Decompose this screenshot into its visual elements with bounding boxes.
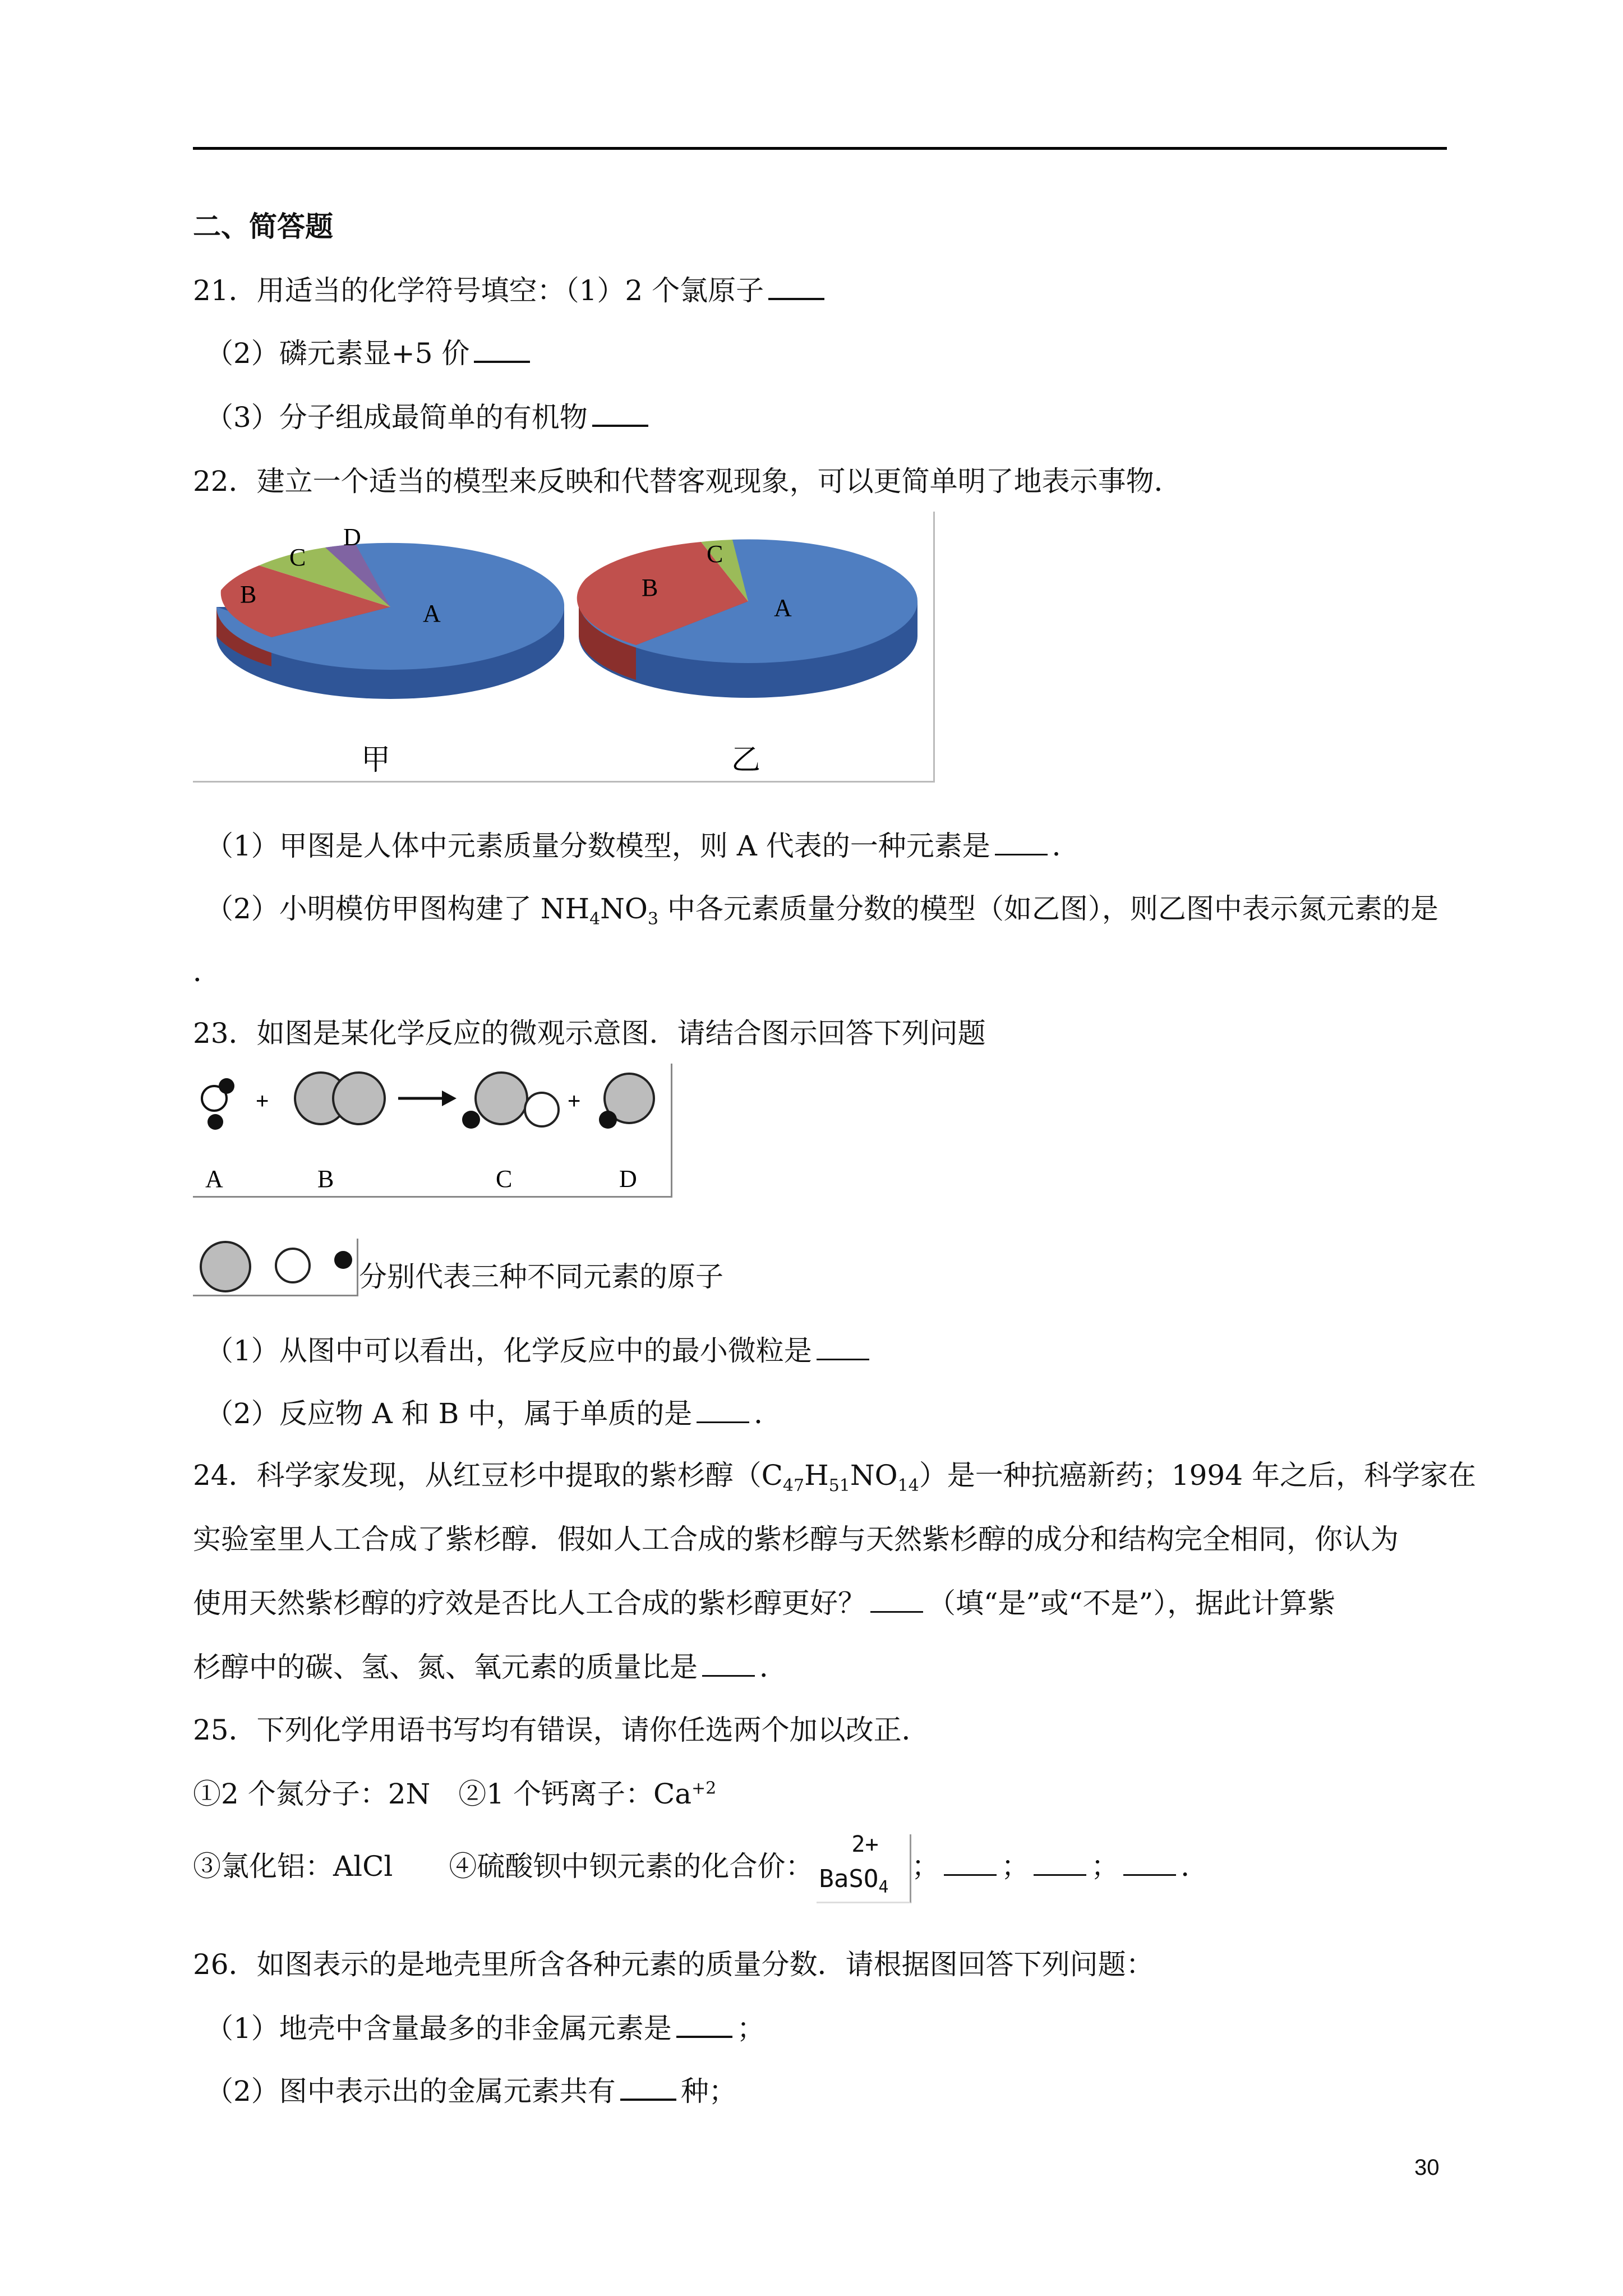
q21-blank-1[interactable] [768,275,824,300]
q24-line3-text-b: （填“是”或“不是”），据此计算紫 [928,1587,1336,1619]
reaction-label-b: B [317,1165,334,1193]
q24-sub-h: 51 [828,1476,850,1496]
q24-blank-2[interactable] [702,1653,755,1677]
q26-part1-end: ； [736,2012,765,2045]
q24-text-a: 24．科学家发现，从红豆杉中提取的紫杉醇（C [193,1459,783,1492]
q25-end: ． [1181,1850,1209,1883]
q23-blank-1[interactable] [817,1336,869,1360]
baso4-charge: 2+ [851,1831,879,1857]
reaction-label-c: C [496,1165,513,1193]
q24-line4-text: 杉醇中的碳、氢、氮、氧元素的质量比是 [193,1651,698,1683]
q22-part2-text-a: （2）小明模仿甲图构建了 NH [205,892,590,925]
legend-white-atom [276,1249,310,1282]
q24-line3 [193,1585,1335,1621]
q24-line2: 实验室里人工合成了紫杉醇．假如人工合成的紫杉醇与天然紫杉醇的成分和结构完全相同，你认为 [193,1523,1399,1556]
pie-jia-caption: 甲 [361,743,391,777]
q21-part3 [205,399,653,435]
baso4-sub: 4 [878,1877,889,1897]
q26-part2 [205,2073,737,2109]
q25-sep-2: ； [1001,1850,1030,1883]
q24-line4-end: ． [759,1651,787,1683]
q22-sub-3: 3 [647,909,658,929]
q25-blank-1[interactable] [944,1852,997,1876]
q25-ca-charge: +2 [691,1778,717,1798]
q22-part1-end: ． [1052,830,1080,862]
q26-part2-text: （2）图中表示出的金属元素共有 [205,2075,616,2108]
q26-part2-end: 种； [680,2075,737,2108]
pie-jia-label-b: B [240,581,257,608]
q21-blank-2[interactable] [474,338,530,363]
q22-part2-text-b: NO [600,892,648,925]
baso4-formula-text: BaSO [819,1864,879,1893]
plus-sign-1: + [256,1089,269,1114]
molecule-d-black-atom [599,1111,617,1129]
q22-part2-text-c: 中各元素质量分数的模型（如乙图），则乙图中表示氮元素的是 [658,892,1438,925]
q23-legend-atoms [193,1239,358,1296]
q24-sub-o: 14 [897,1476,919,1496]
pie-yi [577,539,917,777]
reaction-label-d: D [619,1165,637,1193]
pie-yi-label-a: A [774,594,792,622]
q24-line1 [193,1457,1476,1496]
pie-jia [216,523,564,777]
q23-part2-end: ． [754,1397,782,1430]
q21-part2-text: （2）磷元素显+5 价 [205,337,470,370]
q25-line2 [193,1830,1209,1903]
q25-sep-3: ； [1091,1850,1119,1883]
q25-stem: 25．下列化学用语书写均有错误，请你任选两个加以改正． [193,1714,930,1746]
q23-legend-text: 分别代表三种不同元素的原子 [359,1260,723,1293]
q25-blank-2[interactable] [1034,1852,1086,1876]
q24-blank-1[interactable] [870,1589,923,1613]
q22-sub-4: 4 [589,909,601,929]
molecule-b-gray-atom-2 [333,1073,385,1124]
q22-blank-1[interactable] [995,831,1048,855]
reaction-arrow-head [442,1091,457,1106]
pie-jia-label-d: D [343,523,361,551]
molecule-c-gray-atom [476,1073,527,1124]
q25-line1-text: ①2 个氮分子：2N ②1 个钙离子：Ca [193,1778,692,1810]
q23-part2 [205,1396,782,1432]
q21-stem-text: 21．用适当的化学符号填空：（1）2 个氯原子 [193,274,764,307]
page-number: 30 [1414,2155,1440,2180]
q21-part2 [205,335,534,371]
reaction-svg [193,1064,671,1196]
q26-blank-1[interactable] [676,2013,732,2038]
q22-part2-end: ． [193,955,221,988]
q24-line4 [193,1649,787,1685]
q23-blank-2[interactable] [697,1399,749,1423]
legend-black-atom [334,1251,352,1269]
q26-part1-text: （1）地壳中含量最多的非金属元素是 [205,2012,672,2045]
q25-blank-3[interactable] [1123,1852,1176,1876]
q23-reaction-figure [193,1064,672,1198]
q23-part1 [205,1333,874,1369]
q26-stem: 26．如图表示的是地壳里所含各种元素的质量分数．请根据图回答下列问题： [193,1948,1154,1981]
pie-jia-label-a: A [423,600,441,627]
q25-line2-text: ③氯化铝：AlCl ④硫酸钡中钡元素的化合价： [193,1850,814,1883]
q22-stem: 22．建立一个适当的模型来反映和代替客观现象，可以更简单明了地表示事物． [193,465,1182,498]
q24-text-b: ）是一种抗癌新药；1994 年之后，科学家在 [919,1459,1476,1492]
pie-yi-caption: 乙 [731,743,761,777]
pie-jia-label-c: C [289,544,306,571]
pie-yi-label-b: B [642,574,658,601]
q23-part2-text: （2）反应物 A 和 B 中，属于单质的是 [205,1397,693,1430]
q26-blank-2[interactable] [620,2076,676,2101]
plus-sign-2: + [568,1089,581,1114]
q22-part1 [205,828,1080,864]
legend-gray-atom [201,1242,250,1291]
pie-yi-label-c: C [707,540,723,568]
q21-part3-text: （3）分子组成最简单的有机物 [205,401,588,434]
q24-sub-c: 47 [782,1476,805,1496]
molecule-a-black-atom-2 [208,1114,223,1130]
q22-pie-figure [193,512,935,783]
q22-part2 [205,891,1438,927]
q26-part1 [205,2010,765,2046]
baso4-image [817,1831,911,1903]
pie-charts-svg [193,512,933,781]
q23-stem: 23．如图是某化学反应的微观示意图．请结合图示回答下列问题 [193,1017,986,1050]
legend-svg [193,1239,357,1295]
reaction-label-a: A [205,1165,223,1193]
q23-part1-text: （1）从图中可以看出，化学反应中的最小微粒是 [205,1335,812,1367]
section-title: 二、简答题 [193,210,333,243]
molecule-c-black-atom [462,1111,480,1129]
header-rule [193,147,1447,150]
q22-part1-text: （1）甲图是人体中元素质量分数模型，则 A 代表的一种元素是 [205,830,990,862]
q21-stem [193,273,829,309]
molecule-a-black-atom-1 [219,1078,234,1094]
q24-line3-text-a: 使用天然紫杉醇的疗效是否比人工合成的紫杉醇更好？ [193,1587,866,1619]
baso4-formula [819,1864,888,1895]
q24-text-h: H [804,1459,829,1492]
q25-sep-1: ； [911,1850,940,1883]
molecule-c-white-atom [525,1093,559,1126]
q24-text-no: NO [850,1459,898,1492]
q25-line1 [193,1776,716,1812]
q21-blank-3[interactable] [592,402,648,427]
